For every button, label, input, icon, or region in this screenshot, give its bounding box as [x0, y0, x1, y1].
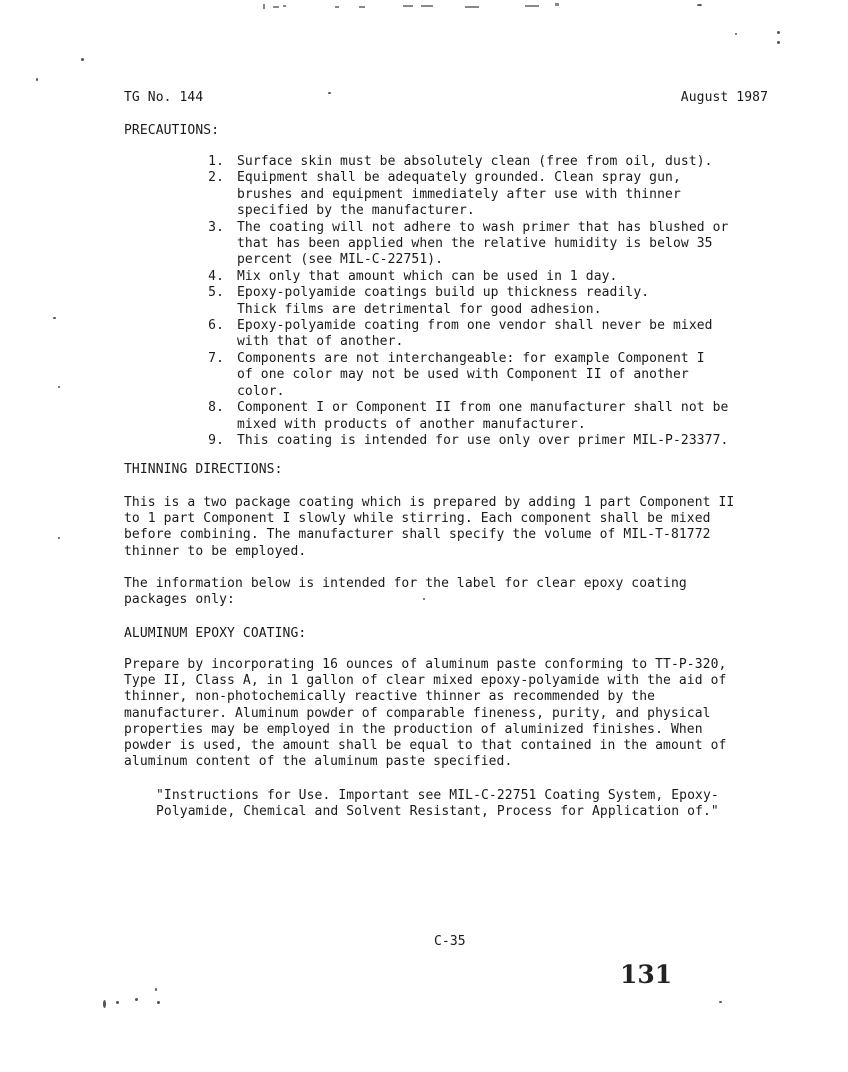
aluminum-body: Prepare by incorporating 16 ounces of aluminum paste conforming to TT-P-320, Type II, Class A, in 1 gallon of clear mixed epoxy-polyamide with the aid of thinner, non-photochemically reactive thinner as recommended by the manufacturer. Aluminum powder of comparable fineness, purity, and physical properties may be employed in the production of aluminized finishes. When powder is used, the amount shall be equal to that contained in the amount of aluminum content of the aluminum paste specified.	[124, 657, 727, 770]
stamped-page-number: 131	[620, 960, 673, 989]
list-item-text: Mix only that amount which can be used in 1 day.	[237, 268, 618, 284]
instructions-quote: "Instructions for Use. Important see MIL-C-22751 Coating System, Epoxy- Polyamide, Chemical and Solvent Resistant, Process for Application of."	[156, 788, 719, 820]
scan-speck	[81, 58, 84, 61]
list-item	[200, 318, 760, 351]
scan-noise	[255, 0, 585, 12]
list-item-text: Surface skin must be absolutely clean (free from oil, dust).	[237, 154, 713, 169]
list-item-text: Equipment shall be adequately grounded. Clean spray gun, brushes and equipment immediately after use with thinner specified by the manufacturer.	[237, 170, 681, 219]
list-item-number: 5.	[208, 285, 224, 301]
list-item	[200, 351, 760, 400]
scan-speck	[36, 78, 38, 81]
list-item	[200, 220, 760, 269]
list-item-number: 7.	[208, 350, 224, 366]
list-item	[200, 433, 760, 449]
document-id: TG No. 144	[124, 90, 204, 105]
list-item-text: Epoxy-polyamide coatings build up thickness readily. Thick films are detrimental for good adhesion.	[237, 285, 650, 317]
scan-speck	[116, 1001, 119, 1004]
list-item-text: Component I or Component II from one manufacturer shall not be mixed with products of another manufacturer.	[237, 400, 729, 432]
precautions-heading: PRECAUTIONS:	[124, 123, 220, 138]
list-item	[200, 285, 760, 318]
scan-speck	[328, 92, 331, 94]
scan-speck	[53, 317, 56, 319]
list-item	[200, 154, 760, 170]
list-item	[200, 170, 760, 219]
scan-speck	[777, 31, 780, 34]
list-item	[200, 269, 760, 285]
list-item-number: 3.	[208, 219, 224, 235]
scan-speck	[135, 998, 138, 1001]
thinning-heading: THINNING DIRECTIONS:	[124, 462, 283, 477]
list-item-number: 9.	[208, 432, 224, 448]
list-item-text: Epoxy-polyamide coating from one vendor shall never be mixed with that of another.	[237, 318, 713, 350]
list-item-number: 8.	[208, 400, 224, 416]
scan-speck	[735, 33, 737, 35]
list-item-text: This coating is intended for use only over primer MIL-P-23377.	[237, 432, 729, 448]
aluminum-heading: ALUMINUM EPOXY COATING:	[124, 626, 307, 641]
scan-speck	[719, 1001, 722, 1003]
list-item	[200, 400, 760, 433]
thinning-body: This is a two package coating which is prepared by adding 1 part Component II to 1 part Component I slowly while stirring. Each component shall be mixed before combining. The manufacturer shall specify the volume of MIL-T-81772 thinner to be employed.	[124, 495, 735, 559]
scan-speck	[697, 4, 702, 6]
scan-speck	[155, 988, 157, 991]
label-note: The information below is intended for the label for clear epoxy coating packages only:	[124, 576, 687, 608]
list-item-text: Components are not interchangeable: for example Component I of one color may not be used with Component II of another color.	[237, 350, 705, 399]
list-item-text: The coating will not adhere to wash primer that has blushed or that has been applied when the relative humidity is below 35 percent (see MIL-C-22751).	[237, 219, 729, 268]
list-item-number: 2.	[208, 170, 224, 186]
scan-speck	[58, 386, 60, 388]
list-item-number: 4.	[208, 268, 224, 284]
scan-speck	[777, 41, 780, 44]
list-item-number: 1.	[208, 154, 224, 169]
scan-speck	[157, 1001, 160, 1004]
scan-speck	[58, 537, 60, 539]
precautions-list	[200, 154, 760, 449]
scan-speck	[103, 1000, 106, 1008]
list-item-number: 6.	[208, 318, 224, 334]
page-number: C-35	[434, 934, 466, 949]
document-date: August 1987	[680, 90, 768, 105]
